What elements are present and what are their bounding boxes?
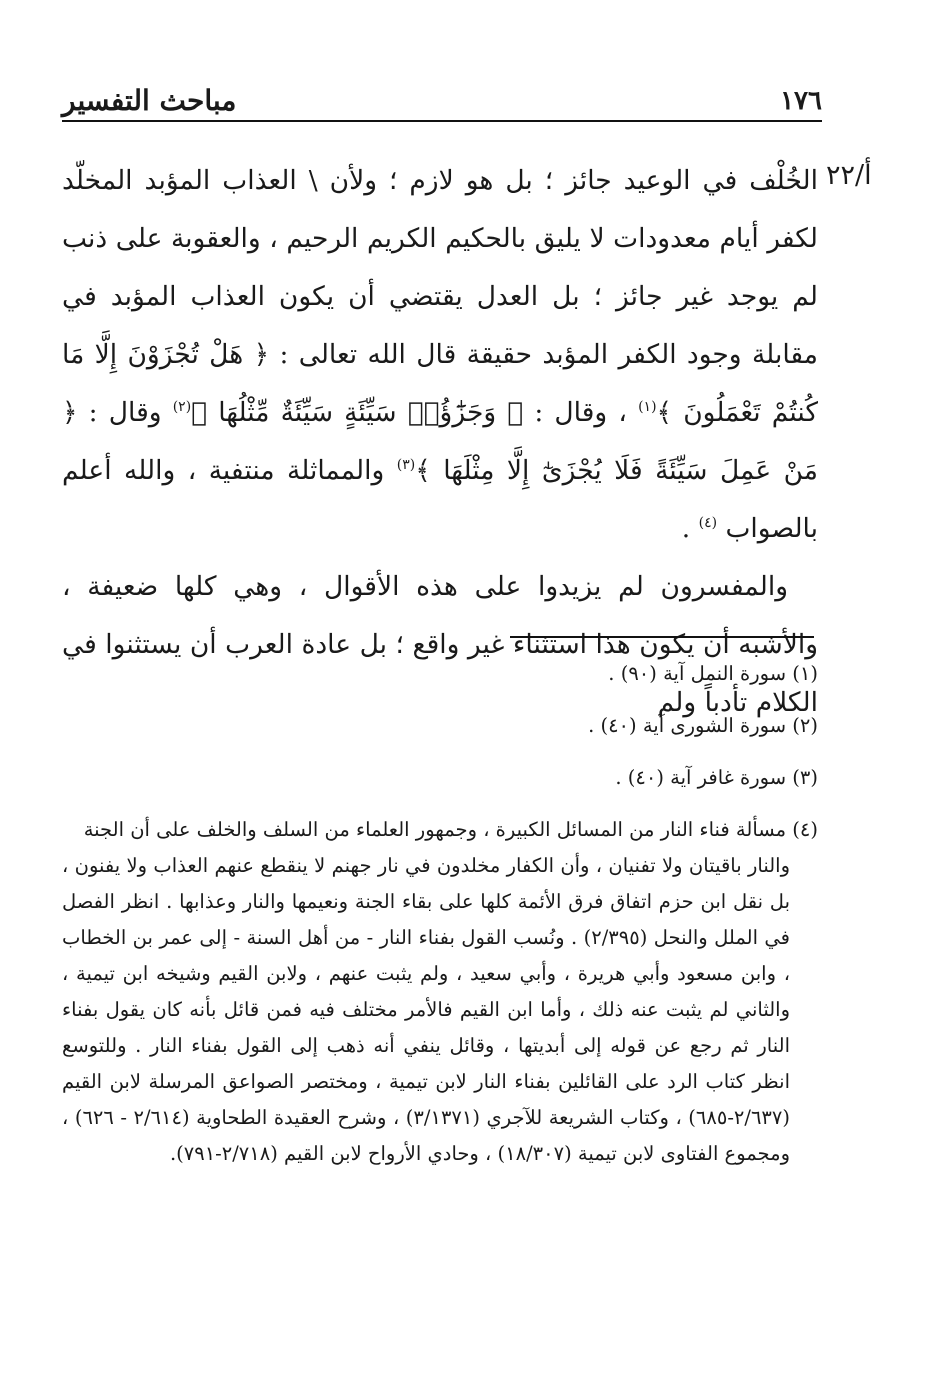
book-title: مباحث التفسير	[62, 84, 237, 117]
quran-quote: ﴿ هَلْ تُجْزَوْنَ إِلَّا مَا كُنتُمْ تَعْمَلُونَ ﴾	[62, 339, 819, 428]
paragraph: والمفسرون لم يزيدوا على هذه الأقوال ، وهي كلها ضعيفة ، والأشبه أن يكون هذا استثناء غير واقع ؛ بل عادة العرب أن يستثنوا في الكلام تأدباً ولم	[62, 571, 818, 718]
footnote-4-first-line: (٤) مسألة فناء النار من المسائل الكبيرة ، وجمهور العلماء من السلف والخلف على أن الجنة	[83, 818, 818, 841]
text-run: الخُلْف في الوعيد جائز ؛ بل هو لازم ؛ ولأن \ العذاب المؤبد المخلّد لكفر أيام معدودات لا يليق بالحكيم الكريم الرحيم ، والعقوبة على ذنب لم يوجد غير جائز ؛ بل العدل يقتضي أن يكون العذاب المؤبد في مقابلة وجود الكفر المؤبد حقيقة قال الله تعالى :	[62, 165, 818, 370]
footnote-3: (٣) سورة غافر آية (٤٠) .	[615, 766, 818, 789]
text-run: والمماثلة منتفية ، والله أعلم بالصواب	[62, 455, 818, 544]
main-body-text	[62, 152, 818, 732]
footnotes	[62, 656, 818, 1172]
footnote-4-continuation: والنار باقيتان ولا تفنيان ، وأن الكفار مخلدون في نار جهنم لا ينقطع عنهم العذاب ولا يفنون ، بل نقل ابن حزم اتفاق فرق الأئمة كلها على بقاء الجنة ونعيمها والنار وعذابها . انظر الفصل في الملل والنحل (٢/٣٩٥) . ونُسب القول بفناء النار - من أهل السنة - إلى عمر بن الخطاب ، وابن مسعود وأبي هريرة ، وأبي سعيد ، ولم يثبت عنهم ، ولابن القيم وشيخه ابن تيمية ، والثاني لم يثبت عنه ذلك ، وأما ابن القيم فالأمر مختلف فيه فمن قائل بأنه كان يقول بفناء النار ثم رجع عن قوله إلى أبديتها ، وقائل ينفي أنه ذهب إلى القول بفناء النار . وللتوسع انظر كتاب الرد على القائلين بفناء النار لابن تيمية ، ومختصر الصواعق المرسلة لابن القيم (٢/٦٣٧-٦٨٥) ، وكتاب الشريعة للآجري (٣/١٣٧١) ، وشرح العقيدة الطحاوية (٢/٦١٤ - ٦٢٦) ، ومجموع الفتاوى لابن تيمية (١٨/٣٠٧) ، وحادي الأرواح لابن القيم (٢/٧١٨-٧٩١).	[62, 854, 790, 1165]
paragraph	[62, 152, 818, 558]
quran-quote: ﴿ مَنْ عَمِلَ سَيِّئَةً فَلَا يُجْزَىٰٓ إِلَّا مِثْلَهَا ﴾	[62, 397, 818, 486]
text-run: ، وقال :	[523, 397, 639, 428]
page-number: ١٧٦	[780, 86, 822, 116]
text-run: .	[681, 513, 699, 544]
footnote-ref: (٤)	[698, 515, 718, 532]
footnote-ref: (١)	[638, 399, 657, 416]
quran-quote: ﴿ وَجَزَٰٓؤُا۟ سَيِّئَةٍ سَيِّئَةٌ مِّثْلُهَا ﴾	[191, 397, 524, 428]
text-run: وقال :	[77, 397, 173, 428]
footnote-ref: (٢)	[172, 399, 192, 416]
manuscript-folio-marker: أ/٢٢	[826, 160, 872, 191]
footnote-separator	[510, 636, 814, 638]
footnote-ref: (٣)	[396, 457, 416, 474]
footnote-2: (٢) سورة الشورى آية (٤٠) .	[588, 714, 818, 737]
footnote-1: (١) سورة النمل آية (٩٠) .	[608, 662, 818, 685]
running-header	[62, 84, 822, 122]
